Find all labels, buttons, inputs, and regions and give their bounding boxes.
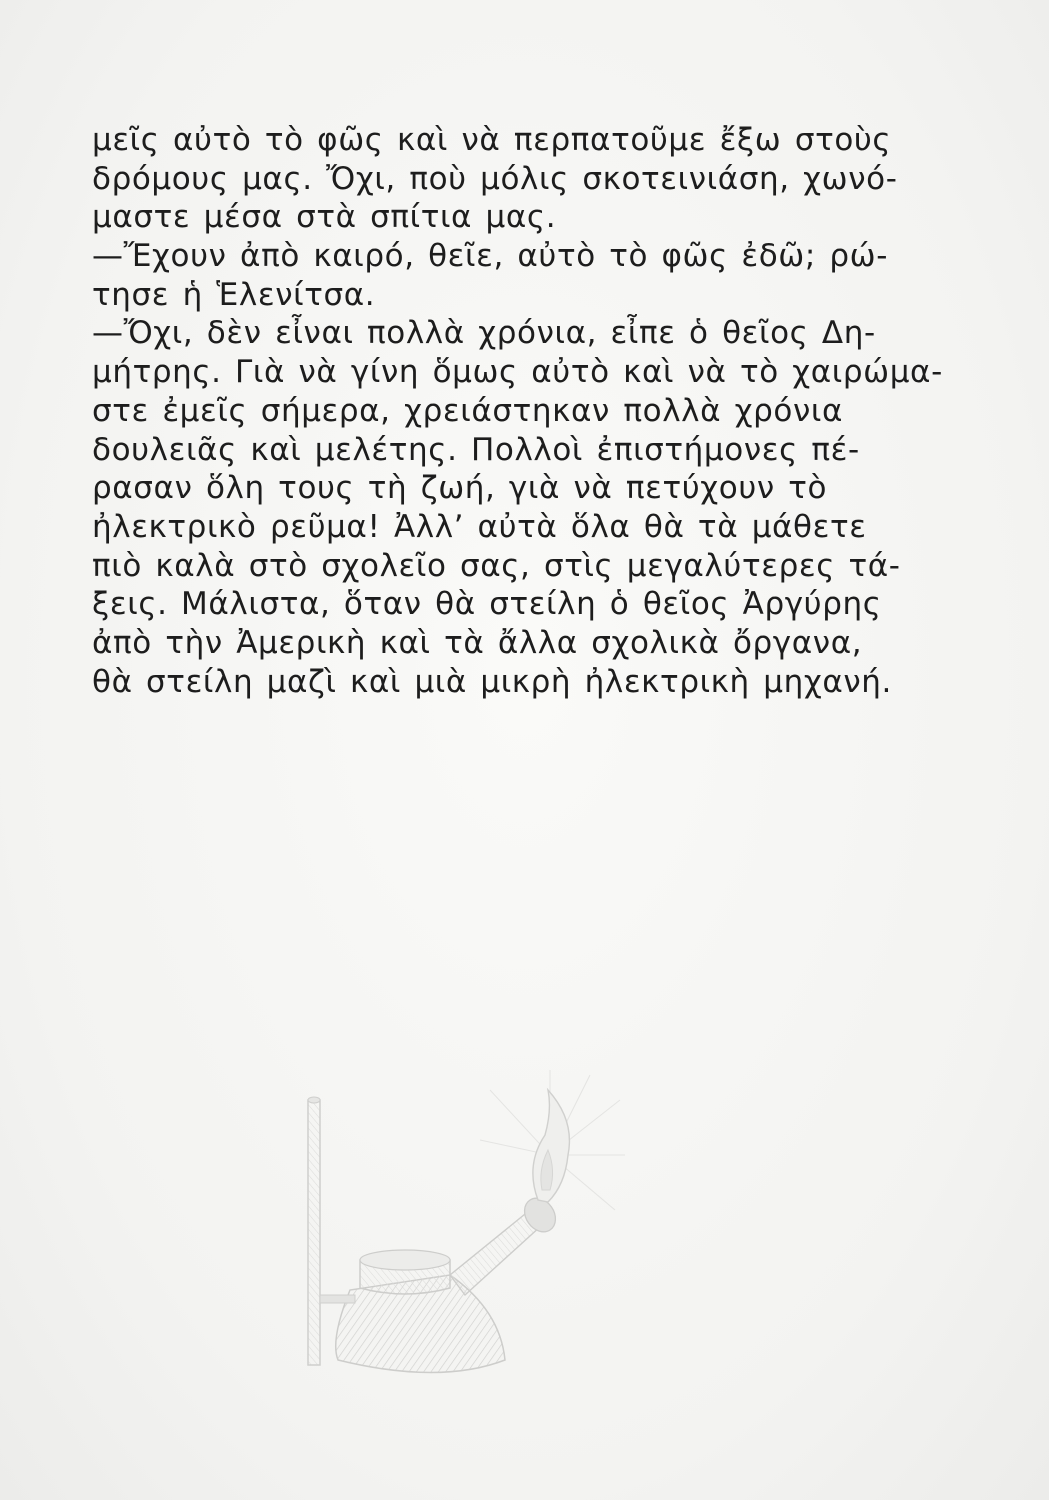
- text-line: δρόμους μας. Ὄχι, ποὺ μόλις σκοτεινιάση, χωνό-: [92, 160, 898, 197]
- text-line: τησε ἡ Ἑλενίτσα.: [92, 276, 376, 313]
- text-line: στε ἐμεῖς σήμερα, χρειάστηκαν πολλὰ χρόνια: [92, 392, 843, 429]
- text-line: ἀπὸ τὴν Ἀμερικὴ καὶ τὰ ἄλλα σχολικὰ ὄργανα,: [92, 624, 863, 661]
- text-line: μήτρης. Γιὰ νὰ γίνη ὅμως αὐτὸ καὶ νὰ τὸ χαιρώμα-: [92, 354, 943, 391]
- body-text: [92, 121, 943, 701]
- oil-lamp-icon: [290, 1060, 630, 1380]
- text-line: ξεις. Μάλιστα, ὅταν θὰ στείλη ὁ θεῖος Ἀργύρης: [92, 586, 882, 623]
- text-line: —Ὄχι, δὲν εἶναι πολλὰ χρόνια, εἶπε ὁ θεῖος Δη-: [92, 315, 876, 352]
- text-line: μεῖς αὐτὸ τὸ φῶς καὶ νὰ περπατοῦμε ἔξω στοὺς: [92, 122, 892, 158]
- text-line: πιὸ καλὰ στὸ σχολεῖο σας, στὶς μεγαλύτερες τά-: [92, 547, 901, 584]
- text-line: δουλειᾶς καὶ μελέτης. Πολλοὶ ἐπιστήμονες πέ-: [92, 431, 860, 468]
- text-line: μαστε μέσα στὰ σπίτια μας.: [92, 199, 557, 236]
- lamp-rod: [308, 1100, 320, 1365]
- text-line: ρασαν ὅλη τους τὴ ζωή, γιὰ νὰ πετύχουν τὸ: [92, 470, 828, 507]
- text-line: θὰ στείλη μαζὶ καὶ μιὰ μικρὴ ἠλεκτρικὴ μηχανή.: [92, 663, 892, 700]
- text-line: ἠλεκτρικὸ ρεῦμα! Ἀλλ’ αὐτὰ ὅλα θὰ τὰ μάθετε: [92, 508, 867, 545]
- text-line: —Ἔχουν ἀπὸ καιρό, θεῖε, αὐτὸ τὸ φῶς ἐδῶ; ρώ-: [92, 238, 888, 275]
